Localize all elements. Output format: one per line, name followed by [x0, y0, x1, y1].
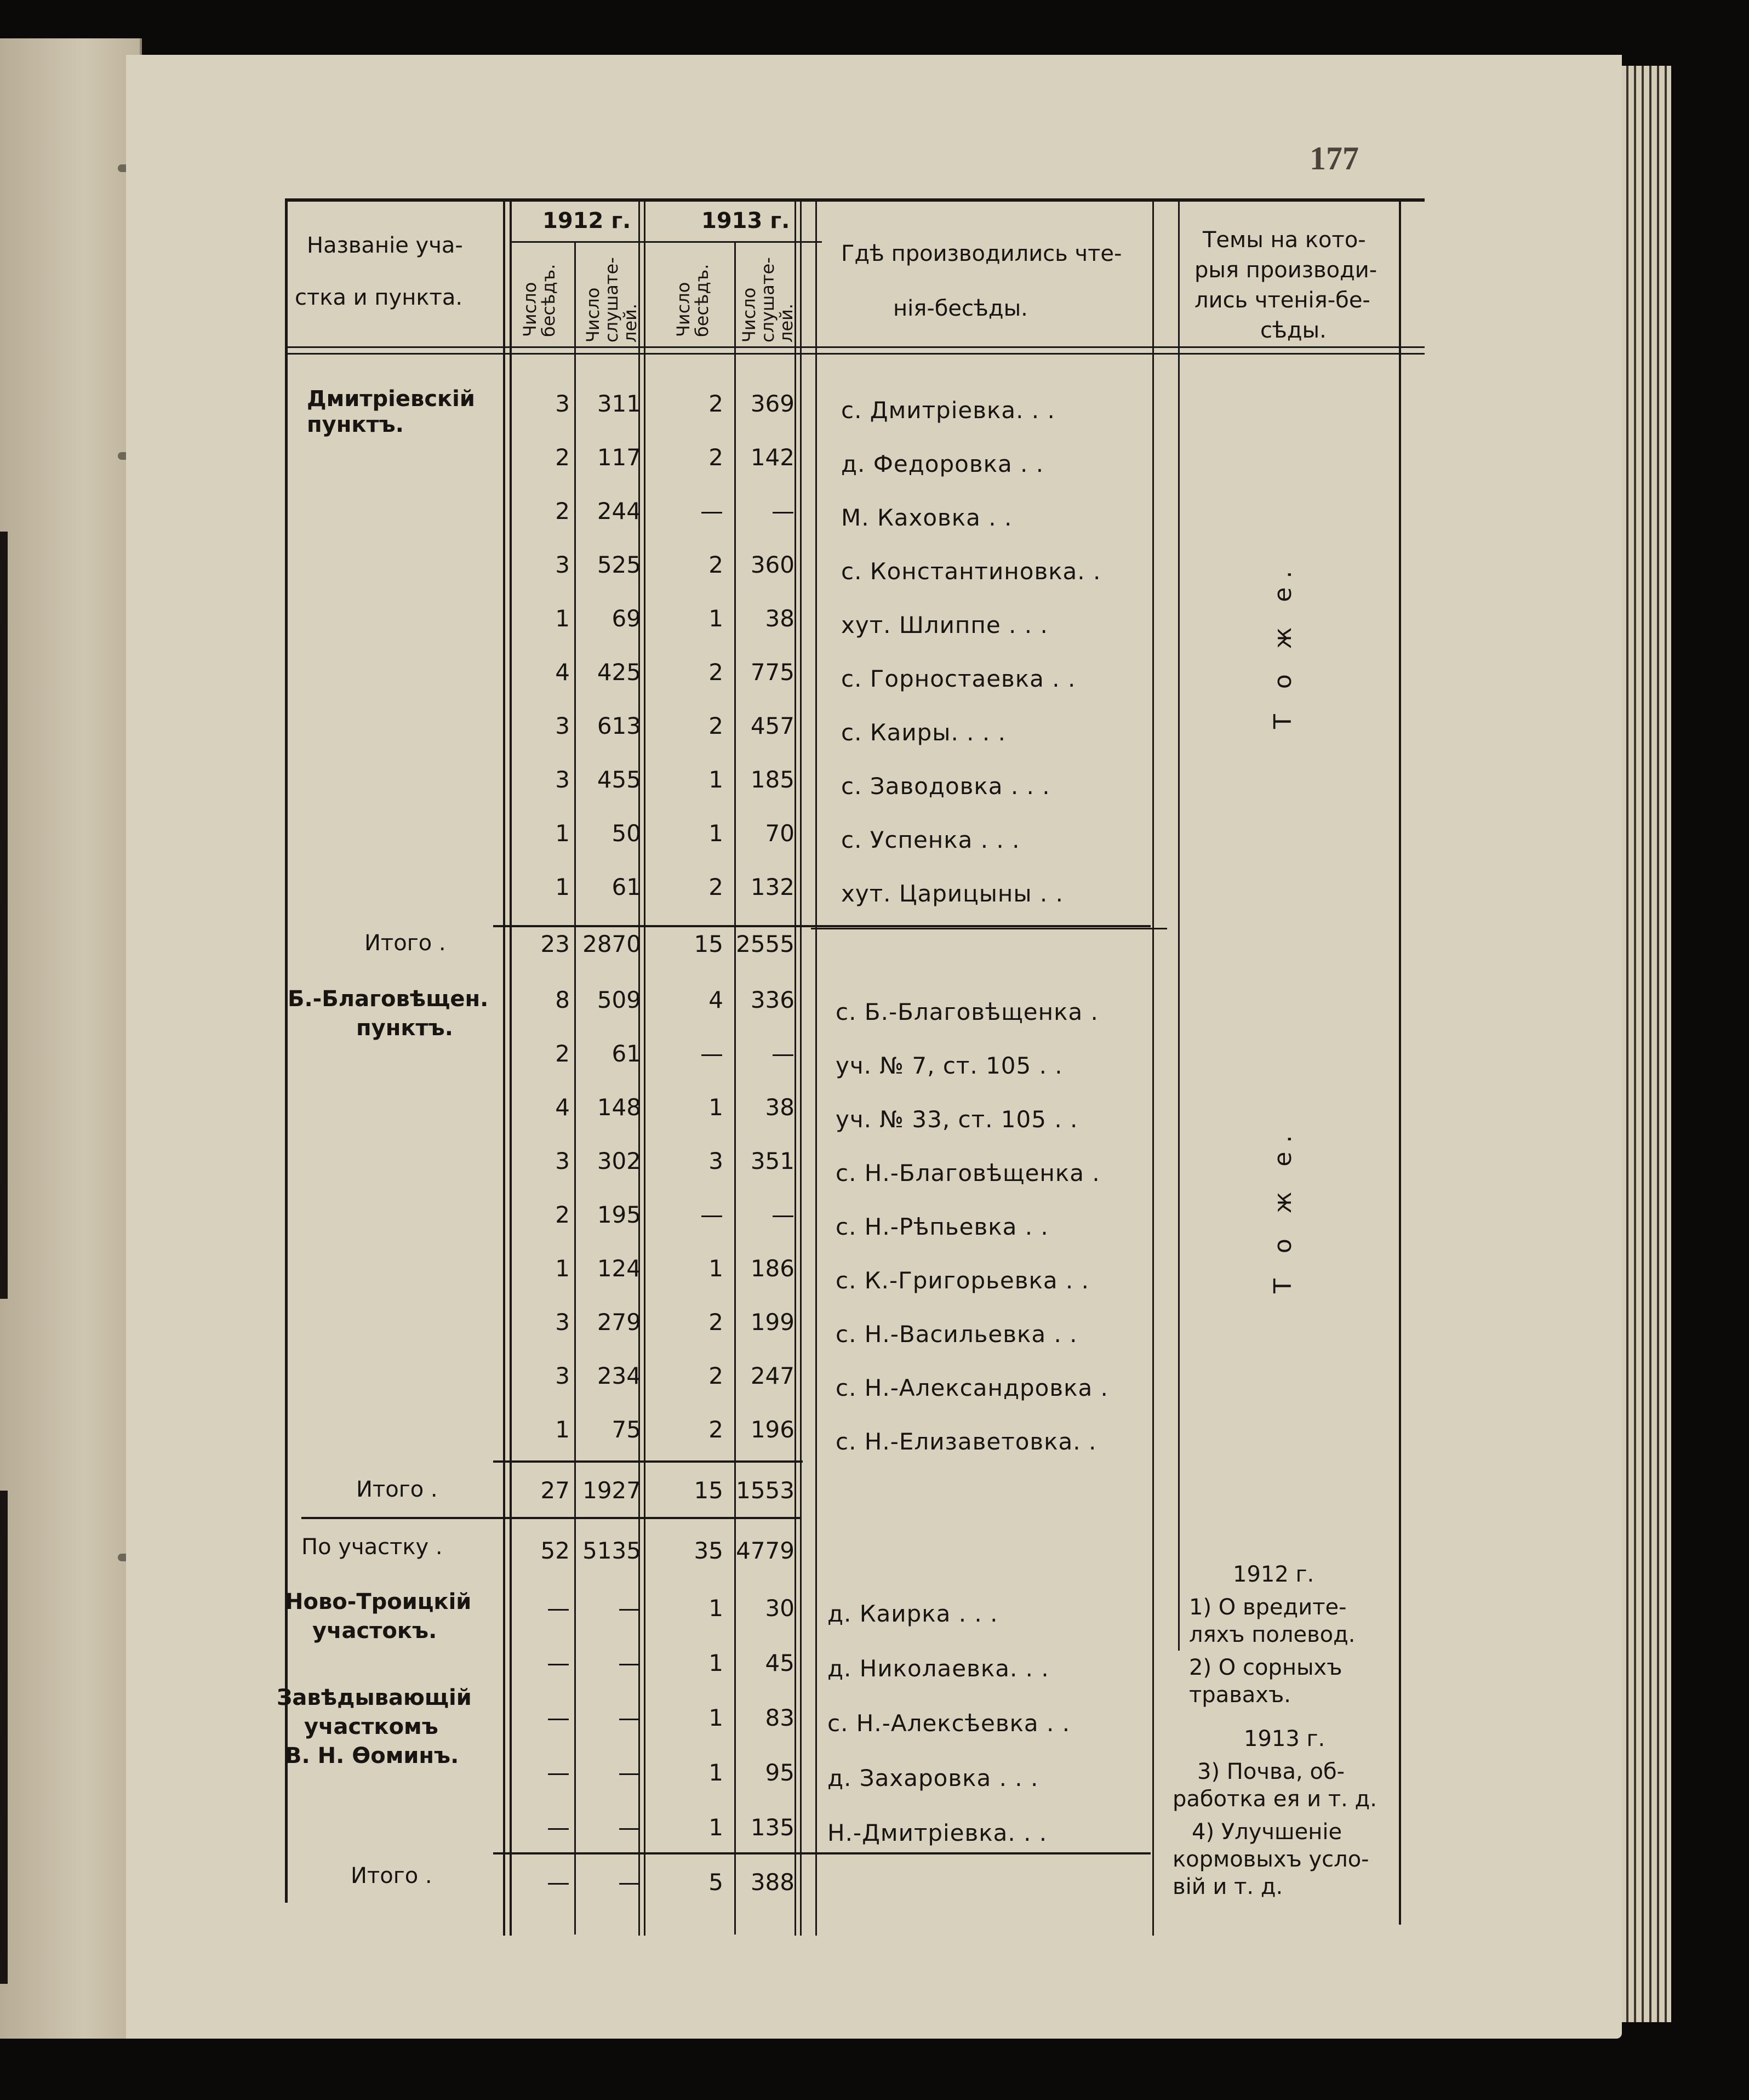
talks-1913: 4: [708, 986, 723, 1013]
book-page: [126, 55, 1622, 2039]
talks-1912: 1: [555, 874, 570, 900]
talks-1913: 15: [694, 931, 723, 957]
talks-1913: 2: [708, 390, 723, 417]
listeners-1912: 2870: [582, 931, 641, 957]
listeners-1912: —: [618, 1759, 641, 1786]
listeners-1912: 525: [597, 551, 641, 578]
listeners-1913: 199: [750, 1309, 795, 1336]
talks-1912: 3: [555, 1362, 570, 1389]
manager-line1: Завѣдывающій: [277, 1685, 472, 1710]
topic-line: 3) Почва, об-: [1197, 1759, 1345, 1784]
talks-1912: 3: [555, 1148, 570, 1174]
topic-line: 1) О вредите-: [1189, 1595, 1347, 1620]
listeners-1912: 244: [597, 498, 641, 524]
header-place-line2: нія-бесѣды.: [893, 296, 1028, 321]
talks-1912: —: [547, 1704, 570, 1731]
listeners-1912: 61: [611, 874, 641, 900]
talks-1913: 2: [708, 1362, 723, 1389]
header-listeners-1912: Число слушате- лей.: [582, 257, 641, 343]
listeners-1913: 196: [750, 1416, 795, 1443]
listeners-1912: 455: [597, 766, 641, 793]
place-name: с. Заводовка . . .: [841, 773, 1050, 800]
topic-line: 2) О сорныхъ: [1189, 1655, 1342, 1680]
talks-1912: —: [547, 1650, 570, 1676]
place-name: с. Каиры. . . .: [841, 719, 1006, 746]
talks-1912: 2: [555, 498, 570, 524]
talks-1912: 1: [555, 605, 570, 632]
header-name-line2: стка и пункта.: [295, 285, 463, 310]
topic-line: травахъ.: [1189, 1682, 1291, 1708]
header-year-1913: 1913 г.: [701, 208, 790, 233]
listeners-1912: —: [618, 1704, 641, 1731]
talks-1912: 3: [555, 712, 570, 739]
place-name: с. Горностаевка . .: [841, 665, 1076, 692]
listeners-1912: 148: [597, 1094, 641, 1121]
header-place-line1: Гдѣ производились чте-: [841, 241, 1122, 266]
talks-1913: 1: [708, 1759, 723, 1786]
total-label: Итого .: [364, 931, 446, 956]
section-title-blagoveshchensk: Б.-Благовѣщен.: [288, 986, 489, 1012]
listeners-1913: 38: [765, 1094, 795, 1121]
place-name: д. Захаровка . . .: [827, 1765, 1039, 1791]
talks-1912: 2: [555, 1040, 570, 1067]
talks-1912: 8: [555, 986, 570, 1013]
listeners-1913: 457: [750, 712, 795, 739]
place-name: с. Н.-Алексѣевка . .: [827, 1710, 1071, 1737]
listeners-1913: 135: [750, 1814, 795, 1841]
left-page-edge: [0, 38, 142, 2039]
listeners-1912: —: [618, 1595, 641, 1622]
listeners-1912: 302: [597, 1148, 641, 1174]
talks-1913: 1: [708, 1814, 723, 1841]
header-topics-line1: Темы на кото-: [1203, 227, 1366, 253]
listeners-1913: 336: [750, 986, 795, 1013]
manager-line3: В. Н. Ѳоминъ.: [285, 1743, 459, 1768]
talks-1912: 2: [555, 1201, 570, 1228]
talks-1912: —: [547, 1869, 570, 1896]
listeners-1913: 83: [765, 1704, 795, 1731]
listeners-1913: 351: [750, 1148, 795, 1174]
talks-1912: 1: [555, 820, 570, 847]
talks-1913: 1: [708, 820, 723, 847]
listeners-1913: 186: [750, 1255, 795, 1282]
talks-1912: —: [547, 1814, 570, 1841]
listeners-1912: 75: [611, 1416, 641, 1443]
talks-1913: 1: [708, 1255, 723, 1282]
place-name: уч. № 7, ст. 105 . .: [836, 1052, 1063, 1079]
novo-subtitle: участокъ.: [312, 1618, 437, 1644]
talks-1913: 5: [708, 1869, 723, 1896]
place-name: с. Н.-Благовѣщенка .: [836, 1160, 1100, 1186]
talks-1913: 1: [708, 1704, 723, 1731]
talks-1913: 2: [708, 712, 723, 739]
place-name: с. Б.-Благовѣщенка .: [836, 998, 1099, 1025]
talks-1913: 1: [708, 766, 723, 793]
talks-1912: 3: [555, 766, 570, 793]
listeners-1912: 311: [597, 390, 641, 417]
place-name: с. К.-Григорьевка . .: [836, 1267, 1089, 1294]
listeners-1912: 279: [597, 1309, 641, 1336]
page-number: 177: [1310, 140, 1359, 176]
talks-1912: 3: [555, 390, 570, 417]
talks-1912: 52: [540, 1537, 570, 1564]
talks-1913: 2: [708, 1416, 723, 1443]
listeners-1912: —: [618, 1650, 641, 1676]
listeners-1912: 425: [597, 659, 641, 686]
talks-1912: —: [547, 1595, 570, 1622]
talks-1913: 2: [708, 874, 723, 900]
talks-1912: 2: [555, 444, 570, 471]
place-name: с. Н.-Рѣпьевка . .: [836, 1213, 1049, 1240]
topic-line: 1912 г.: [1233, 1562, 1314, 1587]
listeners-1913: 360: [750, 551, 795, 578]
talks-1913: 2: [708, 551, 723, 578]
listeners-1913: 45: [765, 1650, 795, 1676]
listeners-1913: —: [771, 498, 795, 524]
listeners-1913: 247: [750, 1362, 795, 1389]
listeners-1912: 69: [611, 605, 641, 632]
header-name-line1: Названіе уча-: [307, 233, 463, 258]
listeners-1912: 5135: [582, 1537, 641, 1564]
listeners-1913: 388: [750, 1869, 795, 1896]
listeners-1912: 117: [597, 444, 641, 471]
listeners-1913: —: [771, 1201, 795, 1228]
topic-same-2: Т о ж е.: [1269, 1126, 1297, 1293]
section-subtitle-blagoveshchensk: пунктъ.: [356, 1015, 453, 1041]
listeners-1912: 195: [597, 1201, 641, 1228]
talks-1913: 15: [694, 1477, 723, 1504]
talks-1913: —: [700, 498, 723, 524]
place-name: Н.-Дмитріевка. . .: [827, 1819, 1048, 1846]
talks-1912: 3: [555, 551, 570, 578]
topic-line: 4) Улучшеніе: [1192, 1819, 1342, 1845]
place-name: с. Дмитріевка. . .: [841, 397, 1055, 424]
talks-1913: 2: [708, 444, 723, 471]
talks-1913: 2: [708, 1309, 723, 1336]
listeners-1912: 61: [611, 1040, 641, 1067]
place-name: уч. № 33, ст. 105 . .: [836, 1106, 1078, 1133]
talks-1913: 1: [708, 605, 723, 632]
place-name: с. Н.-Васильевка . .: [836, 1321, 1078, 1348]
total-label: Итого .: [356, 1477, 438, 1502]
listeners-1913: 1553: [736, 1477, 795, 1504]
listeners-1912: —: [618, 1869, 641, 1896]
listeners-1913: 369: [750, 390, 795, 417]
talks-1913: 1: [708, 1595, 723, 1622]
place-name: с. Н.-Александровка .: [836, 1374, 1108, 1401]
listeners-1913: 185: [750, 766, 795, 793]
talks-1912: —: [547, 1759, 570, 1786]
listeners-1913: 95: [765, 1759, 795, 1786]
header-talks-1912: Число бесѣдъ.: [519, 264, 559, 337]
talks-1912: 4: [555, 659, 570, 686]
place-name: с. Успенка . . .: [841, 826, 1020, 853]
talks-1912: 23: [540, 931, 570, 957]
district-total-label: По участку .: [301, 1534, 443, 1560]
listeners-1913: 132: [750, 874, 795, 900]
place-name: М. Каховка . .: [841, 504, 1013, 531]
place-name: д. Каирка . . .: [827, 1600, 998, 1627]
header-topics-line2: рыя производи-: [1194, 258, 1378, 283]
listeners-1912: 509: [597, 986, 641, 1013]
header-listeners-1913: Число слушате- лей.: [739, 257, 797, 343]
header-year-1912: 1912 г.: [542, 208, 631, 233]
header-topics-line4: сѣды.: [1260, 318, 1327, 343]
header-talks-1913: Число бесѣдъ.: [673, 264, 712, 337]
talks-1913: —: [700, 1201, 723, 1228]
manager-line2: участкомъ: [304, 1714, 438, 1739]
place-name: д. Николаевка. . .: [827, 1655, 1049, 1682]
listeners-1913: —: [771, 1040, 795, 1067]
listeners-1913: 775: [750, 659, 795, 686]
talks-1913: 2: [708, 659, 723, 686]
talks-1912: 27: [540, 1477, 570, 1504]
place-name: с. Константиновка. .: [841, 558, 1101, 585]
topic-line: кормовыхъ усло-: [1173, 1847, 1369, 1872]
listeners-1912: 1927: [582, 1477, 641, 1504]
topic-line: 1913 г.: [1244, 1726, 1325, 1751]
topic-line: работка ея и т. д.: [1173, 1787, 1377, 1812]
talks-1913: —: [700, 1040, 723, 1067]
listeners-1912: 124: [597, 1255, 641, 1282]
listeners-1913: 4779: [736, 1537, 795, 1564]
total-label: Итого .: [351, 1863, 432, 1888]
talks-1912: 4: [555, 1094, 570, 1121]
place-name: хут. Шлиппе . . .: [841, 612, 1048, 638]
section-subtitle-dmitrievsky: пунктъ.: [307, 412, 404, 437]
topic-same-1: Т о ж е.: [1269, 562, 1297, 729]
listeners-1913: 2555: [736, 931, 795, 957]
place-name: д. Федоровка . .: [841, 450, 1044, 477]
talks-1912: 1: [555, 1416, 570, 1443]
listeners-1912: 613: [597, 712, 641, 739]
talks-1913: 35: [694, 1537, 723, 1564]
listeners-1912: 234: [597, 1362, 641, 1389]
topic-line: вій и т. д.: [1173, 1874, 1283, 1899]
listeners-1912: —: [618, 1814, 641, 1841]
topic-line: ляхъ полевод.: [1189, 1622, 1356, 1647]
section-title-dmitrievsky: Дмитріевскій: [307, 386, 475, 412]
header-topics-line3: лись чтенія-бе-: [1194, 288, 1370, 313]
listeners-1913: 70: [765, 820, 795, 847]
listeners-1913: 30: [765, 1595, 795, 1622]
talks-1912: 1: [555, 1255, 570, 1282]
talks-1913: 1: [708, 1650, 723, 1676]
place-name: с. Н.-Елизаветовка. .: [836, 1428, 1097, 1455]
talks-1913: 1: [708, 1094, 723, 1121]
listeners-1913: 142: [750, 444, 795, 471]
place-name: хут. Царицыны . .: [841, 880, 1064, 907]
talks-1912: 3: [555, 1309, 570, 1336]
novo-title: Ново-Троицкій: [285, 1589, 472, 1614]
listeners-1912: 50: [611, 820, 641, 847]
listeners-1913: 38: [765, 605, 795, 632]
talks-1913: 3: [708, 1148, 723, 1174]
